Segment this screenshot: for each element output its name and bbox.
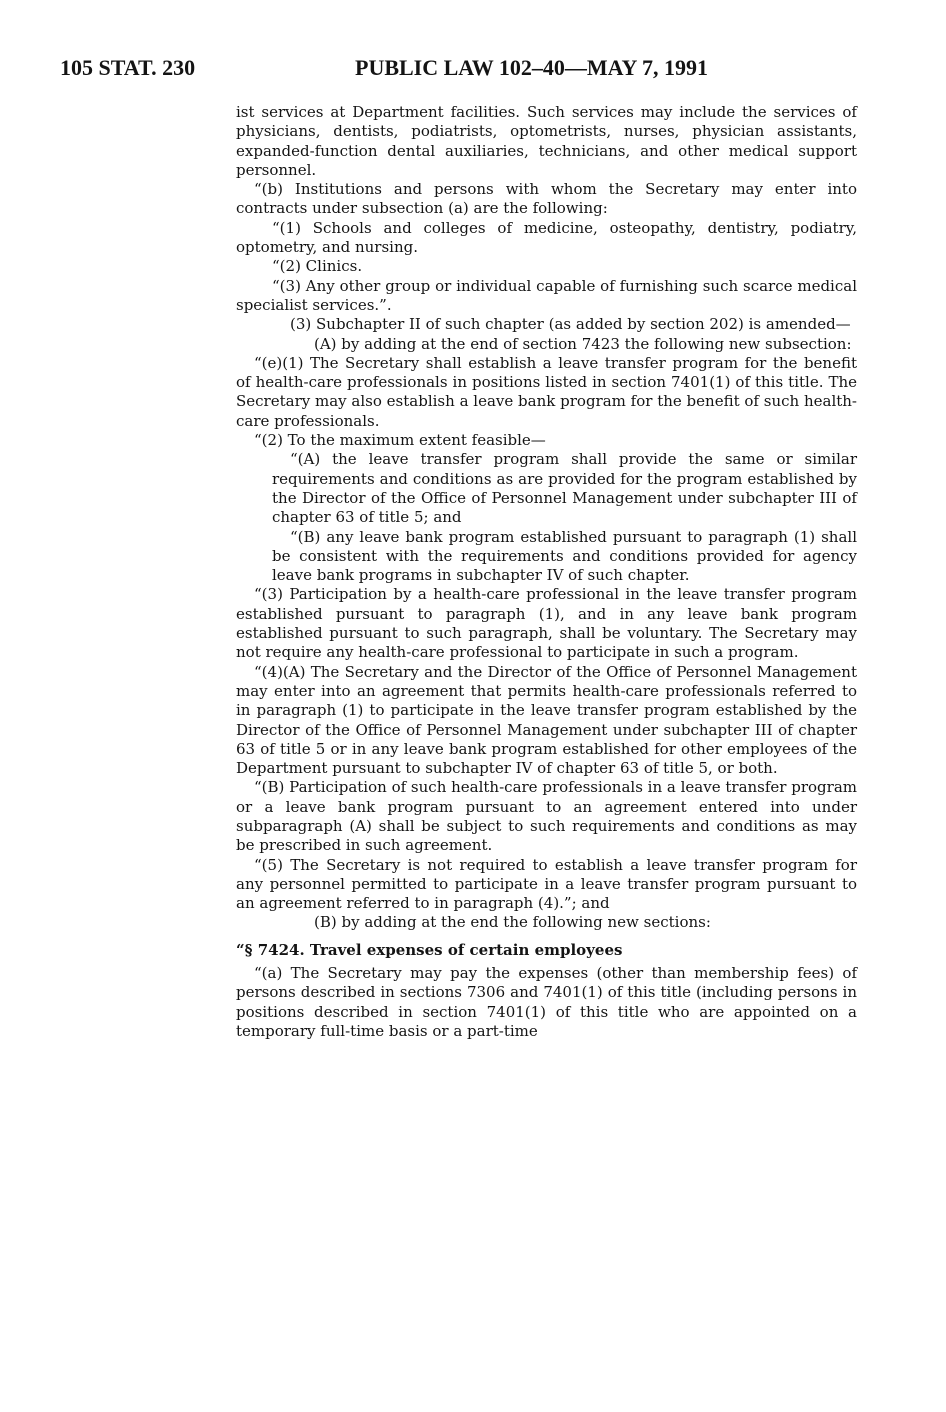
section-7424-heading: “§ 7424. Travel expenses of certain employees [236,940,623,959]
paragraph-amendment-3b: (B) by adding at the end the following new sections: [314,913,711,932]
paragraph-specialist-services: ist services at Department facilities. Such services may include the services of physicians, dentists, podiatrists, optometrists, nurses, physician assistants, expanded-function dental auxiliaries, technicians, and other medical support personnel. [236,103,857,179]
paragraph-b-2: “(2) Clinics. [272,257,363,276]
paragraph-e-4-a: “(4)(A) The Secretary and the Director of the Office of Personnel Management may enter into an agreement that permits health-care professionals referred to in paragraph (1) to participate in the leave transfer program established by the Director of the Office of Personnel Management under subchapter III of chapter 63 of title 5 or in any leave bank program established for other employees of the Department pursuant to subchapter IV of chapter 63 of title 5, or both. [236,662,857,778]
paragraph-e-4-b: “(B) Participation of such health-care professionals in a leave transfer program or a leave bank program pursuant to an agreement entered into under subparagraph (A) shall be subject to such requirements and conditions as may be prescribed in such agreement. [236,778,857,855]
public-law-title: PUBLIC LAW 102–40—MAY 7, 1991 [355,55,709,80]
paragraph-b-1: “(1) Schools and colleges of medicine, osteopathy, dentistry, podiatry, optometry, and nursing. [236,218,857,257]
paragraph-e-2: “(2) To the maximum extent feasible— [254,431,546,450]
paragraph-7424-a: “(a) The Secretary may pay the expenses (other than membership fees) of persons described in sections 7306 and 7401(1) of this title (including persons in positions described in section 7401(1) of this title who are appointed on a temporary full-time basis or a part-time [236,964,857,1040]
document-body [236,103,857,1041]
paragraph-amendment-3a: (A) by adding at the end of section 7423 the following new subsection: [314,334,852,353]
paragraph-b-3: “(3) Any other group or individual capable of furnishing such scarce medical specialist services.”. [236,276,857,314]
paragraph-e-2-a: “(A) the leave transfer program shall provide the same or similar requirements and conditions as are provided for the program established by the Director of the Office of Personnel Management under subchapter III of chapter 63 of title 5; and [272,450,857,527]
paragraph-e-2-b: “(B) any leave bank program established pursuant to paragraph (1) shall be consistent with the requirements and conditions provided for agency leave bank programs in subchapter IV of such chapter. [272,527,857,585]
statute-page-number: 105 STAT. 230 [60,55,196,80]
paragraph-e-5: “(5) The Secretary is not required to establish a leave transfer program for any personnel permitted to participate in a leave transfer program pursuant to an agreement referred to in paragraph (4).”; and [236,855,857,913]
paragraph-e-3: “(3) Participation by a health-care professional in the leave transfer program established pursuant to paragraph (1), and in any leave bank program established pursuant to such paragraph, shall be voluntary. The Secretary may not require any health-care professional to participate in such a program. [236,585,857,662]
paragraph-amendment-3: (3) Subchapter II of such chapter (as added by section 202) is amended— [290,315,851,334]
paragraph-subsection-b: “(b) Institutions and persons with whom the Secretary may enter into contracts under subsection (a) are the following: [236,180,857,218]
paragraph-subsection-e-1: “(e)(1) The Secretary shall establish a leave transfer program for the benefit of health-care professionals in positions listed in section 7401(1) of this title. The Secretary may also establish a leave bank program for the benefit of such health-care professionals. [236,353,857,430]
page-header [60,55,900,85]
